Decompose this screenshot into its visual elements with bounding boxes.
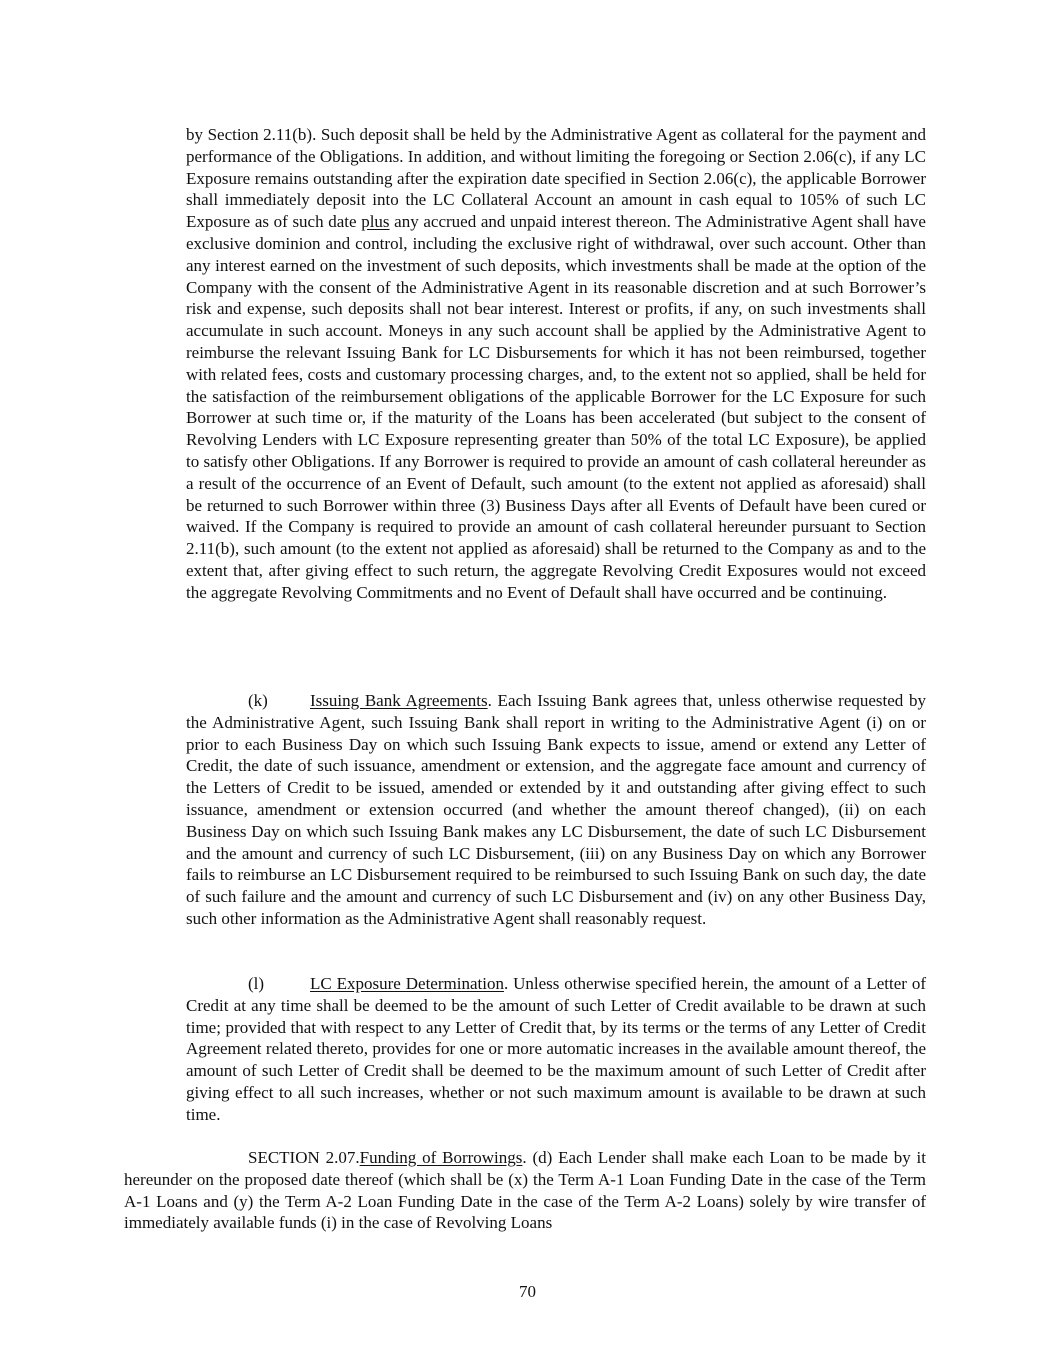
- text-run: any accrued and unpaid interest thereon. The Administrative Agent shall have exclusive dominion and control, including the exclusive right of withdrawal, over such account. Other than any interest earned on the investment of such deposits, which investments shall be made at the option of the Company with the consent of the Administrative Agent in its reasonable discretion and at such Borrower’s risk and expense, such deposits shall not bear interest. Interest or profits, if any, on such investments shall accumulate in such account. Moneys in any such account shall be applied by the Administrative Agent to reimburse the relevant Issuing Bank for LC Disbursements for which it has not been reimbursed, together with related fees, costs and customary processing charges, and, to the extent not so applied, shall be held for the satisfaction of the reimbursement obligations of the applicable Borrower for the LC Exposure for such Borrower at such time or, if the maturity of the Loans has been accelerated (but subject to the consent of Revolving Lenders with LC Exposure representing greater than 50% of the total LC Exposure), be applied to satisfy other Obligations. If any Borrower is required to provide an amount of cash collateral hereunder as a result of the occurrence of an Event of Default, such amount (to the extent not applied as aforesaid) shall be returned to such Borrower within three (3) Business Days after all Events of Default have been cured or waived. If the Company is required to provide an amount of cash collateral hereunder pursuant to Section 2.11(b), such amount (to the extent not applied as aforesaid) shall be returned to the Company as and to the extent that, after giving effect to such return, the aggregate Revolving Credit Exposures would not exceed the aggregate Revolving Commitments and no Event of Default shall have occurred and be continuing.: [186, 212, 926, 602]
- clause-body: . Each Issuing Bank agrees that, unless otherwise requested by the Administrative Agent, such Issuing Bank shall report in writing to the Administrative Agent (i) on or prior to each Business Day on which such Issuing Bank expects to issue, amend or extend any Letter of Credit, the date of such issuance, amendment or extension, and the aggregate face amount and currency of the Letters of Credit to be issued, amended or extended by it and outstanding after giving effect to such issuance, amendment or extension occurred (and whether the amount thereof changed), (ii) on each Business Day on which such Issuing Bank makes any LC Disbursement, the date of such LC Disbursement and the amount and currency of such LC Disbursement, (iii) on any Business Day on which any Borrower fails to reimburse an LC Disbursement required to be reimbursed to such Issuing Bank on such day, the date of such failure and the amount and currency of such LC Disbursement and (iv) on any other Business Day, such other information as the Administrative Agent shall reasonably request.: [186, 691, 927, 928]
- clause-marker-l: (l): [248, 974, 265, 993]
- section-label: SECTION 2.07.: [248, 1148, 360, 1167]
- clause-heading-lc-exposure-determination: LC Exposure Determination: [310, 974, 504, 993]
- section-body: . (d) Each Lender shall make each Loan to be made by it hereunder on the proposed date thereof (which shall be (x) the Term A-1 Loan Funding Date in the case of the Term A-1 Loans and (y) the Term A-2 Loan Funding Date in the case of the Term A-2 Loans) solely by wire transfer of immediately available funds (i) in the case of Revolving Loans: [124, 1148, 927, 1233]
- section-heading-funding-of-borrowings: Funding of Borrowings: [359, 1148, 523, 1167]
- text-run: by Section 2.11(b). Such deposit shall be held by the Administrative Agent as collateral for the payment and performance of the Obligations. In addition, and without limiting the foregoing or Section 2.06(c), if any LC Exposure remains outstanding after the expiration date specified in Section 2.06(c), the applicable Borrower shall immediately deposit into the LC Collateral Account an amount in cash equal to 105% of such LC Exposure as of such date: [186, 125, 926, 232]
- clause-heading-issuing-bank-agreements: Issuing Bank Agreements: [310, 691, 488, 710]
- page-number: 70: [519, 1282, 536, 1301]
- section-2-07-funding-of-borrowings: [124, 1147, 926, 1234]
- clause-marker-k: (k): [248, 691, 268, 710]
- clause-body: . Unless otherwise specified herein, the amount of a Letter of Credit at any time shall be deemed to be the amount of such Letter of Credit available to be drawn at such time; provided that with respect to any Letter of Credit that, by its terms or the terms of any Letter of Credit Agreement related thereto, provides for one or more automatic increases in the available amount thereof, the amount of such Letter of Credit shall be deemed to be the maximum amount of such Letter of Credit after giving effect to all such increases, whether or not such maximum amount is available to be drawn at such time.: [186, 974, 926, 1124]
- paragraph-l-lc-exposure-determination: [186, 973, 926, 1126]
- paragraph-k-issuing-bank-agreements: [186, 690, 926, 930]
- paragraph-cash-collateral: [186, 124, 926, 604]
- underlined-term-plus: plus: [361, 212, 390, 232]
